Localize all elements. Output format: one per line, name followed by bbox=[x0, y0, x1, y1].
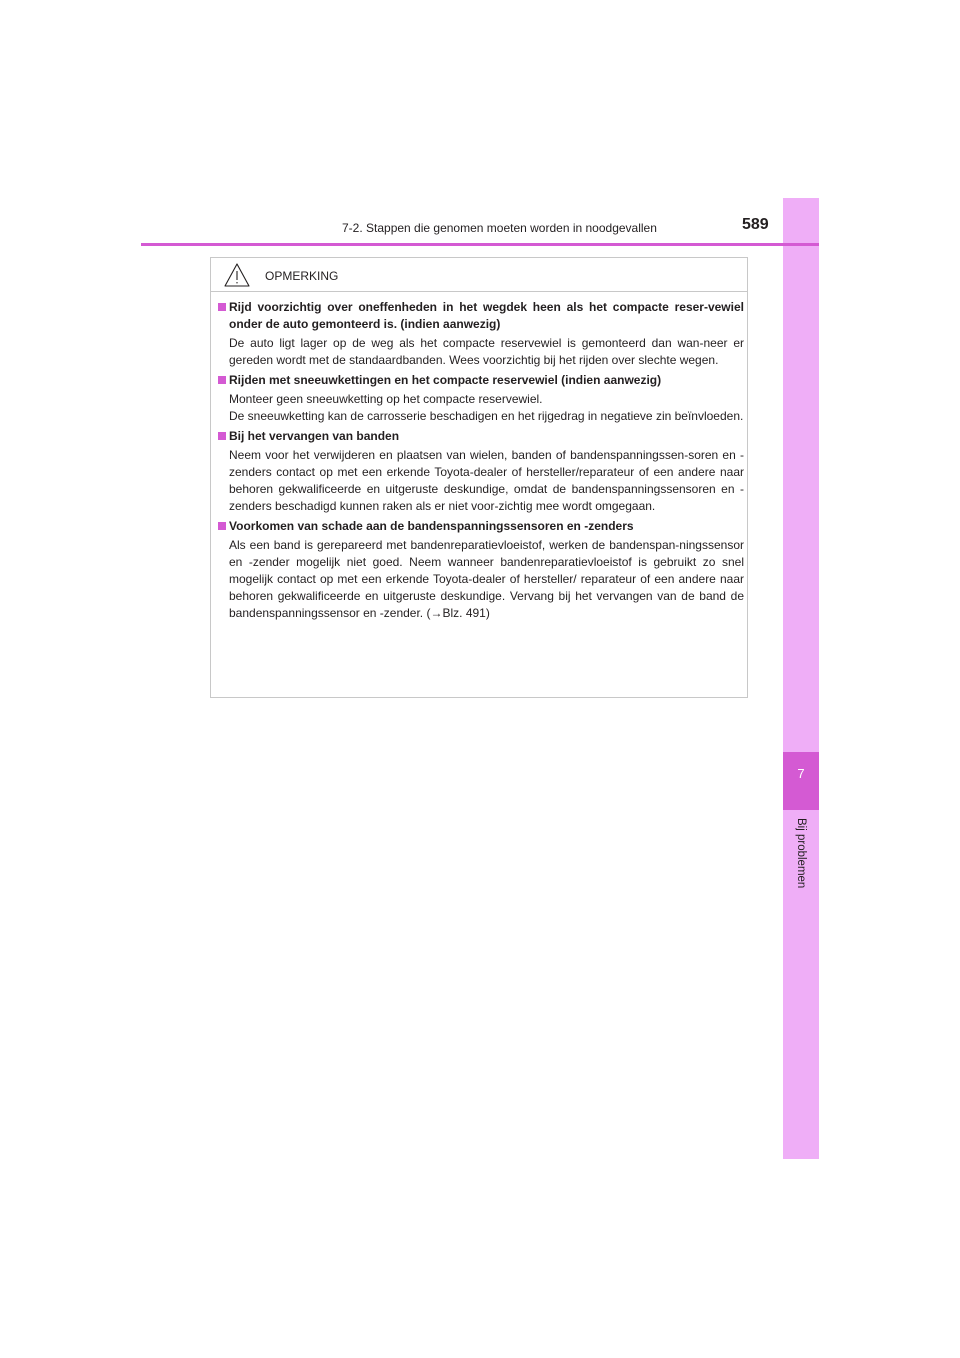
notice-item-paragraph: Neem voor het verwijderen en plaatsen van wielen, banden of bandenspanningssen-soren en -zenders contact op met een erkende Toyota-dealer of hersteller/reparateur of een andere naar behoren gekwalificeerde en uitgeruste deskundige, omdat de bandenspanningssensoren en -zenders beschadigd kunnen raken als er niet voor-zichtig mee wordt omgegaan. bbox=[229, 448, 744, 513]
notice-item-title: Rijden met sneeuwkettingen en het compacte reservewiel (indien aanwezig) bbox=[229, 373, 662, 387]
notice-divider bbox=[211, 291, 747, 292]
notice-item-body bbox=[229, 447, 744, 515]
square-bullet-icon bbox=[218, 303, 226, 311]
notice-title: OPMERKING bbox=[265, 269, 339, 283]
notice-item-body bbox=[229, 537, 744, 622]
notice-item-body bbox=[229, 391, 744, 425]
notice-item-title: Bij het vervangen van banden bbox=[229, 429, 400, 443]
chapter-number: 7 bbox=[797, 766, 805, 781]
square-bullet-icon bbox=[218, 432, 226, 440]
notice-item-title: Rijd voorzichtig over oneffenheden in het wegdek heen als het compacte reser-vewiel onder de auto gemonteerd is. (indien aanwezig) bbox=[229, 300, 744, 331]
notice-item-paragraph: De auto ligt lager op de weg als het compacte reservewiel is gemonteerd dan wan-neer er gereden wordt met de standaardbanden. Wees voorzichtig bij het rijden over slechte wegen. bbox=[229, 336, 744, 367]
notice-item-body bbox=[229, 335, 744, 369]
notice-item-title: Voorkomen van schade aan de bandenspanningssensoren en -zenders bbox=[229, 519, 634, 533]
notice-item bbox=[218, 518, 744, 622]
chapter-side-tab bbox=[783, 198, 819, 1159]
notice-item-paragraph: Monteer geen sneeuwketting op het compacte reservewiel. bbox=[229, 392, 543, 406]
notice-box bbox=[210, 257, 748, 698]
notice-item-paragraph: De sneeuwketting kan de carrosserie beschadigen en het rijgedrag in negatieve zin beïnvloeden. bbox=[229, 409, 744, 423]
square-bullet-icon bbox=[218, 522, 226, 530]
page-number: 589 bbox=[742, 216, 769, 233]
section-title: 7-2. Stappen die genomen moeten worden in noodgevallen bbox=[342, 221, 657, 235]
header-rule bbox=[141, 243, 819, 246]
warning-triangle-icon bbox=[223, 262, 251, 288]
notice-item bbox=[218, 428, 744, 515]
chapter-label: Bij problemen bbox=[795, 818, 807, 889]
square-bullet-icon bbox=[218, 376, 226, 384]
notice-item bbox=[218, 372, 744, 425]
notice-items bbox=[218, 299, 744, 625]
notice-item-paragraph: Als een band is gerepareerd met bandenreparatievloeistof, werken de bandenspan-ningssensor en -zender mogelijk niet goed. Neem wanneer bandenreparatievloeistof is gebruikt zo snel mogelijk contact op met een erkende Toyota-dealer of hersteller/ reparateur of een andere naar behoren gekwalificeerde en uitgeruste deskundige. Vervang bij het vervangen van de band de bandenspanningssensor en -zender. (→Blz. 491) bbox=[229, 538, 744, 620]
notice-item bbox=[218, 299, 744, 369]
chapter-side-tab-active bbox=[783, 752, 819, 810]
